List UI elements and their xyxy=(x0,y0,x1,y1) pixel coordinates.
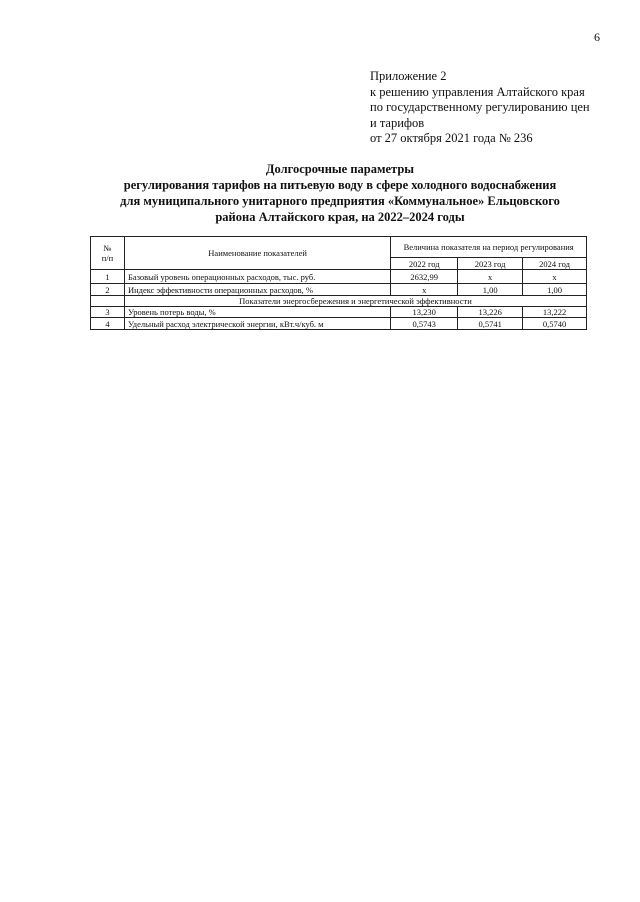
appendix-line: Приложение 2 xyxy=(370,69,447,83)
title-line: для муниципального унитарного предприятия «Коммунальное» Ельцовского xyxy=(120,194,560,208)
row-num: 3 xyxy=(91,307,125,318)
row-value: x xyxy=(391,284,458,296)
row-value: 13,222 xyxy=(523,307,587,318)
row-name: Удельный расход электрической энергии, кВт.ч/куб. м xyxy=(124,318,390,330)
row-value: 0,5743 xyxy=(391,318,458,330)
appendix-block xyxy=(370,69,620,147)
table-row xyxy=(91,270,587,284)
row-value: 0,5741 xyxy=(458,318,523,330)
row-value: x xyxy=(523,270,587,284)
row-value: 2632,99 xyxy=(391,270,458,284)
section-title: Показатели энергосбережения и энергетической эффективности xyxy=(124,296,586,307)
row-value: 13,230 xyxy=(391,307,458,318)
row-value: 0,5740 xyxy=(523,318,587,330)
header-num: № п/п xyxy=(91,237,125,270)
page-number: 6 xyxy=(594,30,600,44)
title-line: района Алтайского края, на 2022–2024 годы xyxy=(215,210,465,224)
row-num: 4 xyxy=(91,318,125,330)
appendix-line: к решению управления Алтайского края xyxy=(370,84,585,99)
header-year: 2022 год xyxy=(391,258,458,270)
section-header-row xyxy=(91,296,587,307)
table-row xyxy=(91,284,587,296)
table-row xyxy=(91,318,587,330)
document-title xyxy=(90,161,590,225)
appendix-line: и тарифов xyxy=(370,115,425,130)
row-value: x xyxy=(458,270,523,284)
header-year: 2024 год xyxy=(523,258,587,270)
row-value: 1,00 xyxy=(458,284,523,296)
row-name: Уровень потерь воды, % xyxy=(124,307,390,318)
parameters-table xyxy=(90,236,587,330)
header-period: Величина показателя на период регулирования xyxy=(391,237,587,258)
table-header-row xyxy=(91,237,587,258)
row-num: 2 xyxy=(91,284,125,296)
row-value: 13,226 xyxy=(458,307,523,318)
appendix-line: от 27 октября 2021 года № 236 xyxy=(370,131,533,145)
section-num-cell xyxy=(91,296,125,307)
row-name: Базовый уровень операционных расходов, тыс. руб. xyxy=(124,270,390,284)
row-value: 1,00 xyxy=(523,284,587,296)
title-line: регулирования тарифов на питьевую воду в сфере холодного водоснабжения xyxy=(123,178,557,192)
table-row xyxy=(91,307,587,318)
header-name: Наименование показателей xyxy=(124,237,390,270)
title-line: Долгосрочные параметры xyxy=(265,162,415,176)
header-year: 2023 год xyxy=(458,258,523,270)
row-num: 1 xyxy=(91,270,125,284)
row-name: Индекс эффективности операционных расходов, % xyxy=(124,284,390,296)
appendix-line: по государственному регулированию цен xyxy=(370,100,590,114)
